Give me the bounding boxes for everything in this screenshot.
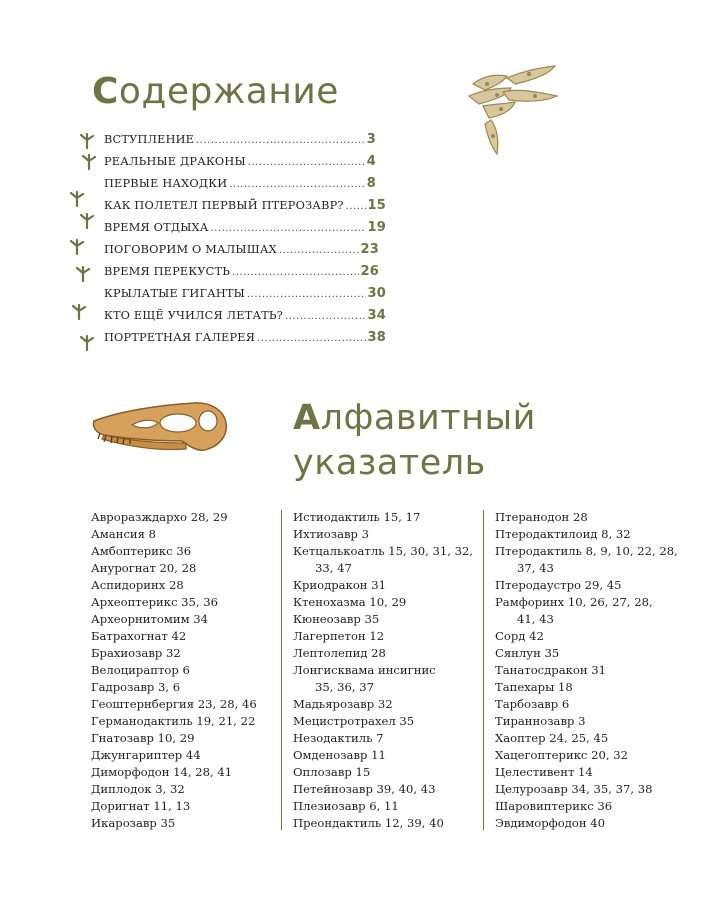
index-entry[interactable] [91,645,281,662]
index-entry[interactable] [91,526,281,543]
index-entry-text: Незодактиль 7 [293,731,384,745]
contents-entry-label: КРЫЛАТЫЕ ГИГАНТЫ [104,287,245,300]
bird-track-icon [68,191,86,207]
contents-entry-page: 34 [367,308,386,323]
index-entry-text: Джунгариптер 44 [91,748,201,762]
index-entry[interactable] [293,815,489,832]
index-entry-text: Хаоптер 24, 25, 45 [495,731,609,745]
index-column-2 [293,509,489,832]
contents-entry[interactable] [104,195,386,217]
index-entry[interactable] [495,628,695,645]
index-entry[interactable] [293,543,489,577]
index-entry[interactable] [293,798,489,815]
contents-entry-page: 8 [366,176,376,191]
index-entry-text: Батрахогнат 42 [91,629,187,643]
index-entry[interactable] [495,696,695,713]
index-entry-text: Птеранодон 28 [495,510,588,524]
index-entry[interactable] [495,577,695,594]
index-entry-text: Петейнозавр 39, 40, 43 [293,782,436,796]
index-entry[interactable] [91,628,281,645]
index-entry[interactable] [293,730,489,747]
index-entry-text: Целестивент 14 [495,765,593,779]
index-entry-text: Птеродактилоид 8, 32 [495,527,631,541]
index-entry[interactable] [495,781,695,798]
index-entry-continuation: 41, 43 [517,612,554,626]
index-entry[interactable] [91,594,281,611]
index-entry-text: Омденозавр 11 [293,748,386,762]
index-entry[interactable] [495,526,695,543]
index-entry[interactable] [495,662,695,679]
index-entry-text: Гадрозавр 3, 6 [91,680,181,694]
contents-heading [92,68,339,116]
contents-entry[interactable] [104,239,386,261]
index-entry-text: Археоптерикс 35, 36 [91,595,219,609]
index-entry[interactable] [91,696,281,713]
index-entry[interactable] [495,679,695,696]
index-entry-continuation: 33, 47 [315,561,352,575]
index-entry[interactable] [91,679,281,696]
index-entry-text: Оплозавр 15 [293,765,371,779]
contents-heading-rest: одержание [118,71,339,112]
index-column-1 [91,509,281,832]
index-heading [293,396,536,486]
index-entry-text: Мецистротрахел 35 [293,714,415,728]
index-entry[interactable] [495,645,695,662]
index-entry-text: Истиодактиль 15, 17 [293,510,421,524]
index-entry-text: Мадьярозавр 32 [293,697,393,711]
pterosaur-skull-icon [90,397,230,463]
index-entry-text: Преондактиль 12, 39, 40 [293,816,444,830]
index-entry[interactable] [495,730,695,747]
index-entry[interactable] [91,509,281,526]
index-entry-text: Тарбозавр 6 [495,697,570,711]
index-entry[interactable] [293,526,489,543]
index-entry[interactable] [91,577,281,594]
index-entry[interactable] [293,594,489,611]
contents-entry-label: ПОГОВОРИМ О МАЛЫШАХ [104,243,277,256]
index-entry[interactable] [293,713,489,730]
index-entry-text: Археорнитомим 34 [91,612,209,626]
contents-entry-label: ВРЕМЯ ОТДЫХА [104,221,209,234]
index-entry[interactable] [495,509,695,526]
index-entry-text: Криодракон 31 [293,578,386,592]
index-entry-text: Лептолепид 28 [293,646,386,660]
index-entry-text: Сорд 42 [495,629,544,643]
index-entry-text: Аспидоринх 28 [91,578,184,592]
index-entry[interactable] [91,747,281,764]
bird-track-icon [70,304,88,320]
index-entry[interactable] [91,781,281,798]
index-entry[interactable] [293,577,489,594]
contents-entry-label: КАК ПОЛЕТЕЛ ПЕРВЫЙ ПТЕРОЗАВР? [104,199,344,212]
index-entry[interactable] [293,509,489,526]
contents-entry-page: 4 [366,154,376,169]
index-entry[interactable] [91,543,281,560]
index-entry[interactable] [495,543,695,577]
index-entry[interactable] [91,730,281,747]
index-entry[interactable] [293,662,489,696]
bird-track-icon [78,213,96,229]
column-divider [483,510,484,830]
index-entry-text: Германодактиль 19, 21, 22 [91,714,256,728]
contents-entry-page: 3 [366,132,376,147]
index-entry-text: Тираннозавр 3 [495,714,586,728]
index-entry-text: Амансия 8 [91,527,157,541]
bird-track-icon [74,266,92,282]
index-entry-text: Гнатозавр 10, 29 [91,731,195,745]
dot-leader [279,240,359,262]
index-entry-text: Кюнеозавр 35 [293,612,380,626]
index-entry[interactable] [293,628,489,645]
index-entry-text: Лонгисквама инсигнис [293,663,436,677]
contents-entry[interactable] [104,305,386,327]
index-entry-text: Диморфодон 14, 28, 41 [91,765,233,779]
index-entry-text: Эвдиморфодон 40 [495,816,606,830]
index-entry[interactable] [91,798,281,815]
index-entry[interactable] [293,747,489,764]
contents-entry[interactable] [104,217,386,239]
contents-entry-label: КТО ЕЩЁ УЧИЛСЯ ЛЕТАТЬ? [104,309,284,322]
index-entry-text: Хацегоптерикс 20, 32 [495,748,628,762]
contents-entry-page: 19 [367,220,386,235]
index-entry-text: Анурогнат 20, 28 [91,561,197,575]
pterosaur-footprint-icon [463,62,559,162]
index-entry-text: Икарозавр 35 [91,816,176,830]
index-entry[interactable] [495,815,695,832]
index-entry[interactable] [495,594,695,628]
index-entry[interactable] [293,611,489,628]
index-entry-text: Шаровиптерикс 36 [495,799,613,813]
index-entry[interactable] [91,611,281,628]
index-entry-text: Ктенохазма 10, 29 [293,595,407,609]
contents-entry[interactable] [104,327,386,349]
dot-leader [196,130,365,152]
index-entry[interactable] [293,696,489,713]
contents-entry-label: ВСТУПЛЕНИЕ [104,133,195,146]
index-entry-text: Плезиозавр 6, 11 [293,799,399,813]
index-heading-initial: А [293,398,321,438]
index-entry[interactable] [91,764,281,781]
index-entry[interactable] [91,815,281,832]
index-entry-text: Ихтиозавр 3 [293,527,370,541]
contents-entry-label: ПОРТРЕТНАЯ ГАЛЕРЕЯ [104,331,256,344]
index-entry-text: Танатосдракон 31 [495,663,607,677]
dot-leader [247,284,366,306]
contents-entry-page: 15 [367,198,386,213]
column-divider [281,510,282,830]
index-entry-text: Тапехары 18 [495,680,573,694]
dot-leader [285,306,365,328]
index-entry-text: Птеродактиль 8, 9, 10, 22, 28, [495,544,678,558]
contents-entry[interactable] [104,261,386,283]
contents-entry-page: 26 [360,264,379,279]
contents-entry-label: ВРЕМЯ ПЕРЕКУСТЬ [104,265,231,278]
index-entry[interactable] [495,747,695,764]
index-entry-text: Авроразждархо 28, 29 [91,510,228,524]
contents-heading-initial: С [92,71,119,112]
dot-leader [346,196,366,218]
contents-entry-page: 23 [360,242,379,257]
contents-entry-page: 30 [367,286,386,301]
index-entry[interactable] [293,764,489,781]
index-heading-line-2: указатель [293,443,486,483]
contents-entry[interactable] [104,283,386,305]
contents-entry[interactable] [104,173,386,195]
contents-entry-label: ПЕРВЫЕ НАХОДКИ [104,177,228,190]
index-heading-rest: лфавитный [320,398,536,438]
index-entry[interactable] [91,560,281,577]
index-entry-text: Сянлун 35 [495,646,560,660]
index-entry-text: Брахиозавр 32 [91,646,181,660]
dot-leader [257,328,365,350]
index-entry-continuation: 37, 43 [517,561,554,575]
index-entry[interactable] [495,798,695,815]
dot-leader [248,152,365,174]
bird-track-icon [68,239,86,255]
contents-entry[interactable] [104,151,386,173]
index-entry-text: Геоштернбергия 23, 28, 46 [91,697,257,711]
index-entry[interactable] [293,645,489,662]
index-entry-text: Лагерпетон 12 [293,629,385,643]
index-entry-text: Целурозавр 34, 35, 37, 38 [495,782,653,796]
index-entry-text: Велоцираптор 6 [91,663,190,677]
index-entry-text: Рамфоринх 10, 26, 27, 28, [495,595,653,609]
index-entry-text: Кетцалькоатль 15, 30, 31, 32, [293,544,474,558]
index-entry-continuation: 35, 36, 37 [315,680,374,694]
dot-leader [232,262,358,284]
index-entry[interactable] [495,764,695,781]
index-entry[interactable] [495,713,695,730]
dot-leader [229,174,365,196]
contents-entry[interactable] [104,129,386,151]
dot-leader [211,218,366,240]
index-entry-text: Диплодок 3, 32 [91,782,185,796]
contents-list [104,129,386,349]
index-entry[interactable] [91,713,281,730]
contents-entry-page: 38 [367,330,386,345]
bird-track-icon [80,154,98,170]
bird-track-icon [78,335,96,351]
index-entry-text: Амбоптерикс 36 [91,544,192,558]
index-entry[interactable] [293,781,489,798]
index-entry[interactable] [91,662,281,679]
contents-entry-label: РЕАЛЬНЫЕ ДРАКОНЫ [104,155,246,168]
index-entry-text: Доригнат 11, 13 [91,799,191,813]
bird-track-icon [78,133,96,149]
index-column-3 [495,509,695,832]
index-entry-text: Птеродаустро 29, 45 [495,578,622,592]
